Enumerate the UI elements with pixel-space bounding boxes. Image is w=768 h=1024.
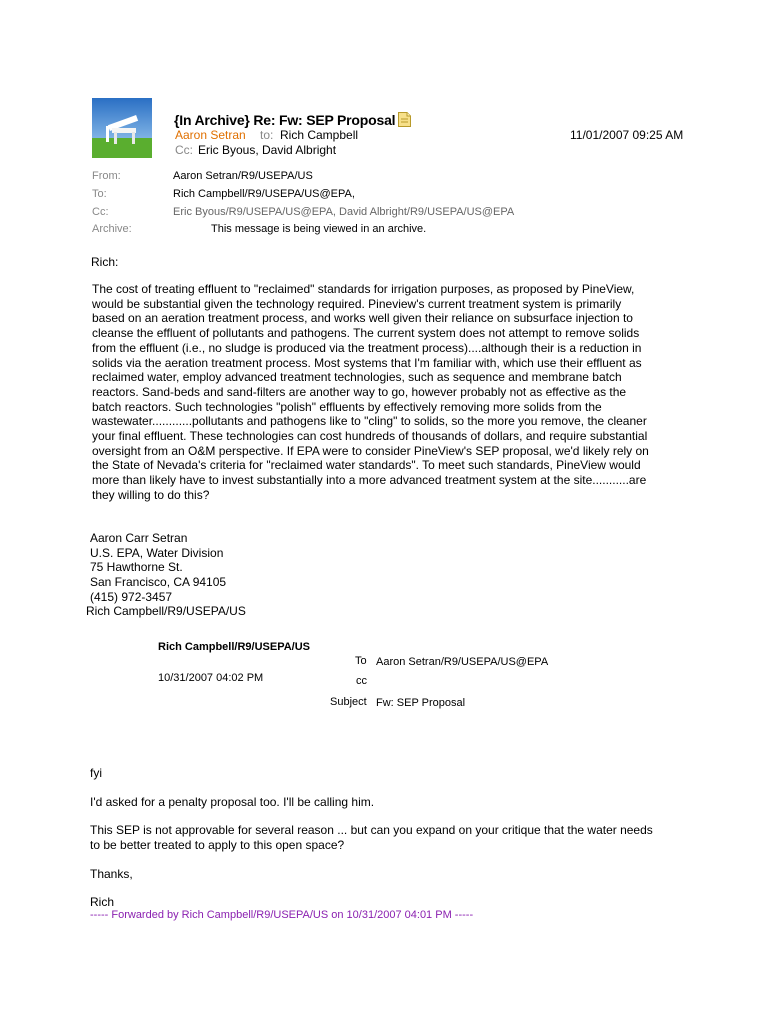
from-label: From:: [92, 170, 121, 182]
paragraph-line: wastewater............pollutants and pathogens like to "cling" to solids, so the more you remove, the cleaner: [92, 414, 647, 429]
paragraph-line: the State of Nevada's criteria for "reclaimed water standards". To meet such standards, PineView would: [92, 458, 641, 473]
signature-line: (415) 972-3457: [90, 589, 173, 604]
forwarded-cc-label: cc: [356, 675, 367, 687]
paragraph-line: The cost of treating effluent to "reclaimed" standards for irrigation purposes, as proposed by PineView,: [92, 282, 635, 296]
signature-line: U.S. EPA, Water Division: [90, 545, 224, 560]
paragraph-line: they willing to do this?: [92, 487, 210, 502]
archive-label: Archive:: [92, 223, 132, 235]
email-subject: {In Archive} Re: Fw: SEP Proposal: [174, 112, 396, 128]
rich-line: Rich: [90, 895, 115, 909]
penalty-line: I'd asked for a penalty proposal too. I'll be calling him.: [90, 795, 375, 809]
forwarded-subject-value: Fw: SEP Proposal: [376, 697, 466, 709]
archive-logo-icon: [92, 98, 152, 158]
paragraph-line: oversight from an O&M perspective. If EPA were to consider PineView's SEP proposal, we'd likely rely on: [92, 443, 649, 458]
to-detail-label: To:: [92, 188, 107, 200]
sep-line-2: to be better treated to apply to this open space?: [90, 838, 345, 852]
signature-line: San Francisco, CA 94105: [90, 575, 227, 590]
archive-notice: This message is being viewed in an archive.: [211, 223, 427, 235]
fyi-line: fyi: [90, 766, 102, 780]
forwarded-to-label: To: [355, 655, 367, 667]
paragraph-line: more than likely have to invest substantially into a more advanced treatment system at the site...........are: [92, 473, 647, 488]
signature-line: Aaron Carr Setran: [90, 531, 188, 545]
paragraph-line: reactors. Sand-beds and sand-filters are another way to go, however probably not as effective as the: [92, 384, 627, 399]
thanks-line: Thanks,: [90, 867, 133, 881]
sep-line-1: This SEP is not approvable for several reason ... but can you expand on your critique that the water needs: [90, 823, 653, 837]
forwarded-date: 10/31/2007 04:02 PM: [158, 672, 264, 684]
note-icon[interactable]: [398, 112, 411, 127]
paragraph-line: would be substantial given the technology required. Pineview's current treatment system is primarily: [92, 296, 622, 311]
to-recipient[interactable]: Rich Campbell: [280, 128, 359, 142]
cc-label: Cc:: [175, 143, 193, 157]
forwarded-sender: Rich Campbell/R9/USEPA/US: [158, 641, 310, 653]
paragraph-line: solids via the aeration treatment process. Most systems that I'm familiar with, which use their effluent as: [92, 355, 642, 370]
body-paragraph: [92, 282, 692, 503]
paragraph-line: batch reactors. Such technologies "polish" effluents by effectively removing more solids from the: [92, 399, 602, 414]
quoted-from-line: Rich Campbell/R9/USEPA/US: [86, 604, 246, 618]
paragraph-line: your final effluent. These technologies can cost hundreds of thousands of dollars, and require substantial: [92, 429, 648, 444]
to-label: to:: [260, 128, 274, 142]
signature-block: [90, 531, 226, 605]
email-date: 11/01/2007 09:25 AM: [570, 128, 684, 142]
cc-recipients[interactable]: Eric Byous, David Albright: [198, 143, 337, 157]
paragraph-line: from the effluent (i.e., no sludge is produced via the treatment process)....although their is a reduction in: [92, 340, 642, 355]
forwarded-to-value: Aaron Setran/R9/USEPA/US@EPA: [376, 656, 549, 668]
from-value: Aaron Setran/R9/USEPA/US: [173, 170, 313, 182]
cc-detail-label: Cc:: [92, 206, 109, 218]
paragraph-line: cleanse the effluent of pollutants and pathogens. The current system does not attempt to remove solids: [92, 326, 640, 341]
to-detail-value: Rich Campbell/R9/USEPA/US@EPA,: [173, 188, 355, 200]
signature-line: 75 Hawthorne St.: [90, 560, 183, 575]
forwarded-subject-label: Subject: [330, 696, 367, 708]
cc-detail-value: Eric Byous/R9/USEPA/US@EPA, David Albright/R9/USEPA/US@EPA: [173, 206, 515, 218]
greeting: Rich:: [91, 255, 119, 269]
sender-name[interactable]: Aaron Setran: [175, 128, 246, 142]
paragraph-line: based on an aeration treatment process, and works well given their reliance on subsurface injection to: [92, 311, 633, 326]
forward-note: ----- Forwarded by Rich Campbell/R9/USEPA/US on 10/31/2007 04:01 PM -----: [90, 909, 474, 921]
paragraph-line: reclaimed water, employ advanced treatment technologies, such as sequence and membrane batch: [92, 370, 622, 385]
